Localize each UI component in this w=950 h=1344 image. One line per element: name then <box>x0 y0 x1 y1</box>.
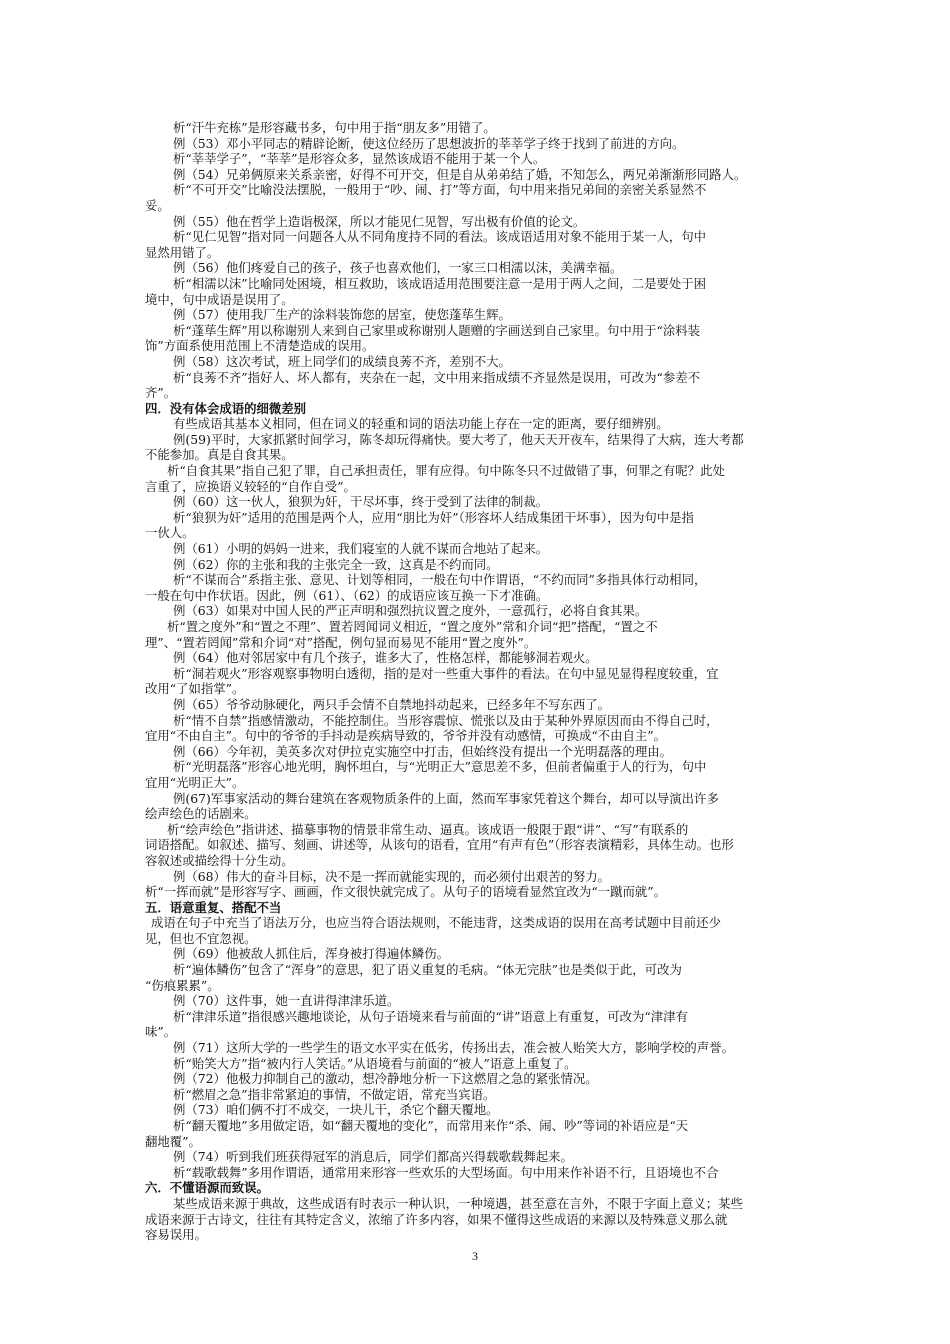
text-line: 例（57）使用我厂生产的涂料装饰您的居室，使您蓬荜生辉。 <box>173 307 511 323</box>
text-line: 显然用错了。 <box>145 244 220 260</box>
page-number: 3 <box>472 1249 478 1263</box>
text-line: 言重了，应换语义较轻的“自作自受”。 <box>145 478 356 494</box>
text-line: 例（72）他极力抑制自己的激动，想冷静地分析一下这燃眉之急的紧张情况。 <box>173 1071 598 1087</box>
text-line: 宜用“不由自主”。句中的爷爷的手抖动是疾病导致的，爷爷并没有动感情，可换成“不由自主”。 <box>145 728 666 744</box>
text-line: 见，但也不宜忽视。 <box>145 930 257 946</box>
text-line: 容叙述或描绘得十分生动。 <box>145 852 294 868</box>
text-line: 妥。 <box>145 197 170 213</box>
text-line: 例（71）这所大学的一些学生的语文水平实在低劣，传扬出去，准会被人贻笑大方，影响学校的声誉。 <box>173 1040 734 1056</box>
text-line: 例(67)军事家活动的舞台建筑在客观物质条件的上面，然而军事家凭着这个舞台，却可以导演出许多 <box>173 790 719 806</box>
text-line: 绘声绘色的话剧来。 <box>145 806 257 822</box>
text-line: 例（56）他们疼爱自己的孩子，孩子也喜欢他们，一家三口相濡以沫，美满幸福。 <box>173 260 623 276</box>
text-line: 味”。 <box>145 1024 177 1040</box>
text-line: 有些成语其基本义相同，但在词义的轻重和词的语法功能上存在一定的距离，要仔细辨别。 <box>173 416 669 432</box>
text-line: 例（60）这一伙人，狼狈为奸，干尽坏事，终于受到了法律的制裁。 <box>173 494 549 510</box>
text-line: 析“置之度外”和“置之不理”、置若罔闻词义相近，“置之度外”常和介词“把”搭配，“置之不 <box>167 619 658 634</box>
text-line: 析“一挥而就”是形容写字、画画，作文很快就完成了。从句子的语境看显然宜改为“一蹴而就”。 <box>145 884 666 900</box>
text-line: 例（73）咱们俩不打不成交，一块儿干，杀它个翻天覆地。 <box>173 1102 499 1118</box>
text-line: 例（58）这次考试，班上同学们的成绩良莠不齐，差别不大。 <box>173 353 511 369</box>
text-line: 理”、“置若罔闻”常和介词“对”搭配，例句显而易见不能用“置之度外”。 <box>145 634 537 650</box>
text-line: 析“贻笑大方”指“被内行人笑话。”从语境看与前面的“被人”语意上重复了。 <box>173 1055 577 1071</box>
text-line: 例(59)平时，大家抓紧时间学习，陈冬却玩得痛快。要大考了，他天天开夜车，结果得了大病，连大考都 <box>173 431 744 447</box>
text-line: 析“不谋而合”系指主张、意见、计划等相同，一般在句中作谓语，“不约而同”多指具体行动相同， <box>173 572 707 588</box>
text-line: 某些成语来源于典故，这些成语有时表示一种认识，一种境遇，甚至意在言外，不限于字面上意义；某些 <box>173 1195 743 1211</box>
text-line: 例（63）如果对中国人民的严正声明和强烈抗议置之度外，一意孤行，必将自食其果。 <box>173 603 648 619</box>
text-line: 析“燃眉之急”指非常紧迫的事情，不做定语，常充当宾语。 <box>173 1086 496 1102</box>
text-line: 例（68）伟大的奋斗目标，决不是一挥而就能实现的，而必须付出艰苦的努力。 <box>173 868 611 884</box>
text-line: 饰”方面系使用范围上不清楚造成的误用。 <box>145 338 375 354</box>
text-line: 例（62）你的主张和我的主张完全一致，这真是不约而同。 <box>173 556 499 572</box>
text-line: 例（53）邓小平同志的精辟论断，使这位经历了思想波折的莘莘学子终于找到了前进的方向。 <box>173 135 685 151</box>
text-line: 齐”。 <box>145 385 177 401</box>
section-heading: 六．不懂语源而致误。 <box>145 1180 269 1196</box>
text-line: 析“翻天覆地”多用做定语，如“翻天覆地的变化”，而常用来作“杀、闹、吵”等词的补语应是“天 <box>173 1118 689 1133</box>
text-line: 例（69）他被敌人抓住后，浑身被打得遍体鳞伤。 <box>173 946 449 962</box>
text-line: 例（66）今年初，美英多次对伊拉克实施空中打击，但始终没有提出一个光明磊落的理由。 <box>173 743 673 759</box>
text-line: 析“情不自禁”指感情激动，不能控制住。当形容震惊、慌张以及由于某种外界原因而由不得自己时， <box>173 712 719 728</box>
text-line: 析“见仁见智”指对同一问题各人从不同角度持不同的看法。该成语适用对象不能用于某一人，句中 <box>173 229 707 245</box>
text-line: 析“遍体鳞伤”包含了“浑身”的意思，犯了语义重复的毛病。“体无完肤”也是类似于此，可改为 <box>173 962 682 978</box>
section-heading: 四．没有体会成语的细微差别 <box>145 400 307 416</box>
text-line: 例（55）他在哲学上造诣极深，所以才能见仁见智，写出极有价值的论文。 <box>173 213 586 229</box>
text-line: “伤痕累累”。 <box>145 977 220 993</box>
text-line: 析“绘声绘色”指讲述、描摹事物的情景非常生动、逼真。该成语一般限于跟“讲”、“写”有联系的 <box>167 821 689 837</box>
text-line: 容易误用。 <box>145 1227 207 1243</box>
text-line: 不能参加。真是自食其果。 <box>145 447 294 463</box>
text-line: 例（61）小明的妈妈一进来，我们寝室的人就不谋而合地站了起来。 <box>173 541 549 557</box>
text-line: 一般在句中作状语。因此，例（61）、（62）的成语应该互换一下才准确。 <box>145 587 549 603</box>
text-line: 成语在句子中充当了语法万分，也应当符合语法规则，不能违背，这类成语的误用在高考试题中目前还少 <box>151 915 721 931</box>
text-line: 析“汗牛充栋”是形容藏书多，句中用于指“朋友多”用错了。 <box>173 120 496 135</box>
text-line: 析“不可开交”比喻没法摆脱，一般用于“吵、闹、打”等方面，句中用来指兄弟间的亲密关系显然不 <box>173 182 707 198</box>
text-line: 例（65）爷爷动脉硬化，两只手会情不自禁地抖动起来，已经多年不写东西了。 <box>173 696 611 712</box>
text-line: 翻地覆”。 <box>145 1133 201 1149</box>
text-line: 析“相濡以沫”比喻同处困境，相互救助，该成语适用范围要注意一是用于两人之间，二是要处于困 <box>173 275 707 291</box>
text-line: 词语搭配。如叙述、描写、刻画、讲述等，从该句的语看，宜用“有声有色”（形容表演精彩，具体生动。也形 <box>145 837 734 853</box>
text-line: 析“洞若观火”形容观察事物明白透彻，指的是对一些重大事件的看法。在句中显见显得程度较重，宜 <box>173 665 719 681</box>
text-line: 成语来源于古诗文，往往有其特定含义，浓缩了许多内容，如果不懂得这些成语的来源以及特殊意义那么就 <box>145 1211 728 1227</box>
text-line: 析“狼狈为奸”适用的范围是两个人，应用“朋比为奸”（形容坏人结成集团干坏事），因为句中是指 <box>173 509 694 525</box>
text-line: 析“莘莘学子”，“莘莘”是形容众多，显然该成语不能用于某一个人。 <box>173 151 546 167</box>
text-line: 例（70）这件事，她一直讲得津津乐道。 <box>173 993 400 1009</box>
text-line: 例（64）他对邻居家中有几个孩子，谁多大了，性格怎样，都能够洞若观火。 <box>173 650 598 666</box>
text-line: 析“蓬荜生辉”用以称谢别人来到自己家里或称谢别人题赠的字画送到自己家里。句中用于“涂料装 <box>173 322 701 338</box>
text-line: 境中，句中成语是误用了。 <box>145 291 294 307</box>
text-line: 例（54）兄弟俩原来关系亲密，好得不可开交，但是自从弟弟结了婚，不知怎么，两兄弟渐渐形同路人。 <box>173 166 747 182</box>
text-line: 析“津津乐道”指很感兴趣地谈论，从句子语境来看与前面的“讲”语意上有重复，可改为“津津有 <box>173 1008 688 1024</box>
text-line: 析“光明磊落”形容心地光明，胸怀坦白，与“光明正大”意思差不多，但前者偏重于人的行为，句中 <box>173 759 707 775</box>
text-line: 例（74）听到我们班获得冠军的消息后，同学们都高兴得载歌载舞起来。 <box>173 1149 573 1165</box>
text-line: 一伙人。 <box>145 525 195 541</box>
text-line: 宜用“光明正大”。 <box>145 774 245 790</box>
text-line: 析“自食其果”指自己犯了罪，自己承担责任，罪有应得。句中陈冬只不过做错了事，何罪之有呢？此处 <box>167 463 725 479</box>
text-line: 析“载歌载舞”多用作谓语，通常用来形容一些欢乐的大型场面。句中用来作补语不行，且语境也不合 <box>173 1164 719 1180</box>
text-line: 改用“了如指掌”。 <box>145 681 245 697</box>
text-line: 析“良莠不齐”指好人、坏人都有，夹杂在一起，文中用来指成绩不齐显然是误用，可改为“参差不 <box>173 369 701 385</box>
document-body <box>145 120 810 1243</box>
section-heading: 五．语意重复、搭配不当 <box>145 899 282 915</box>
